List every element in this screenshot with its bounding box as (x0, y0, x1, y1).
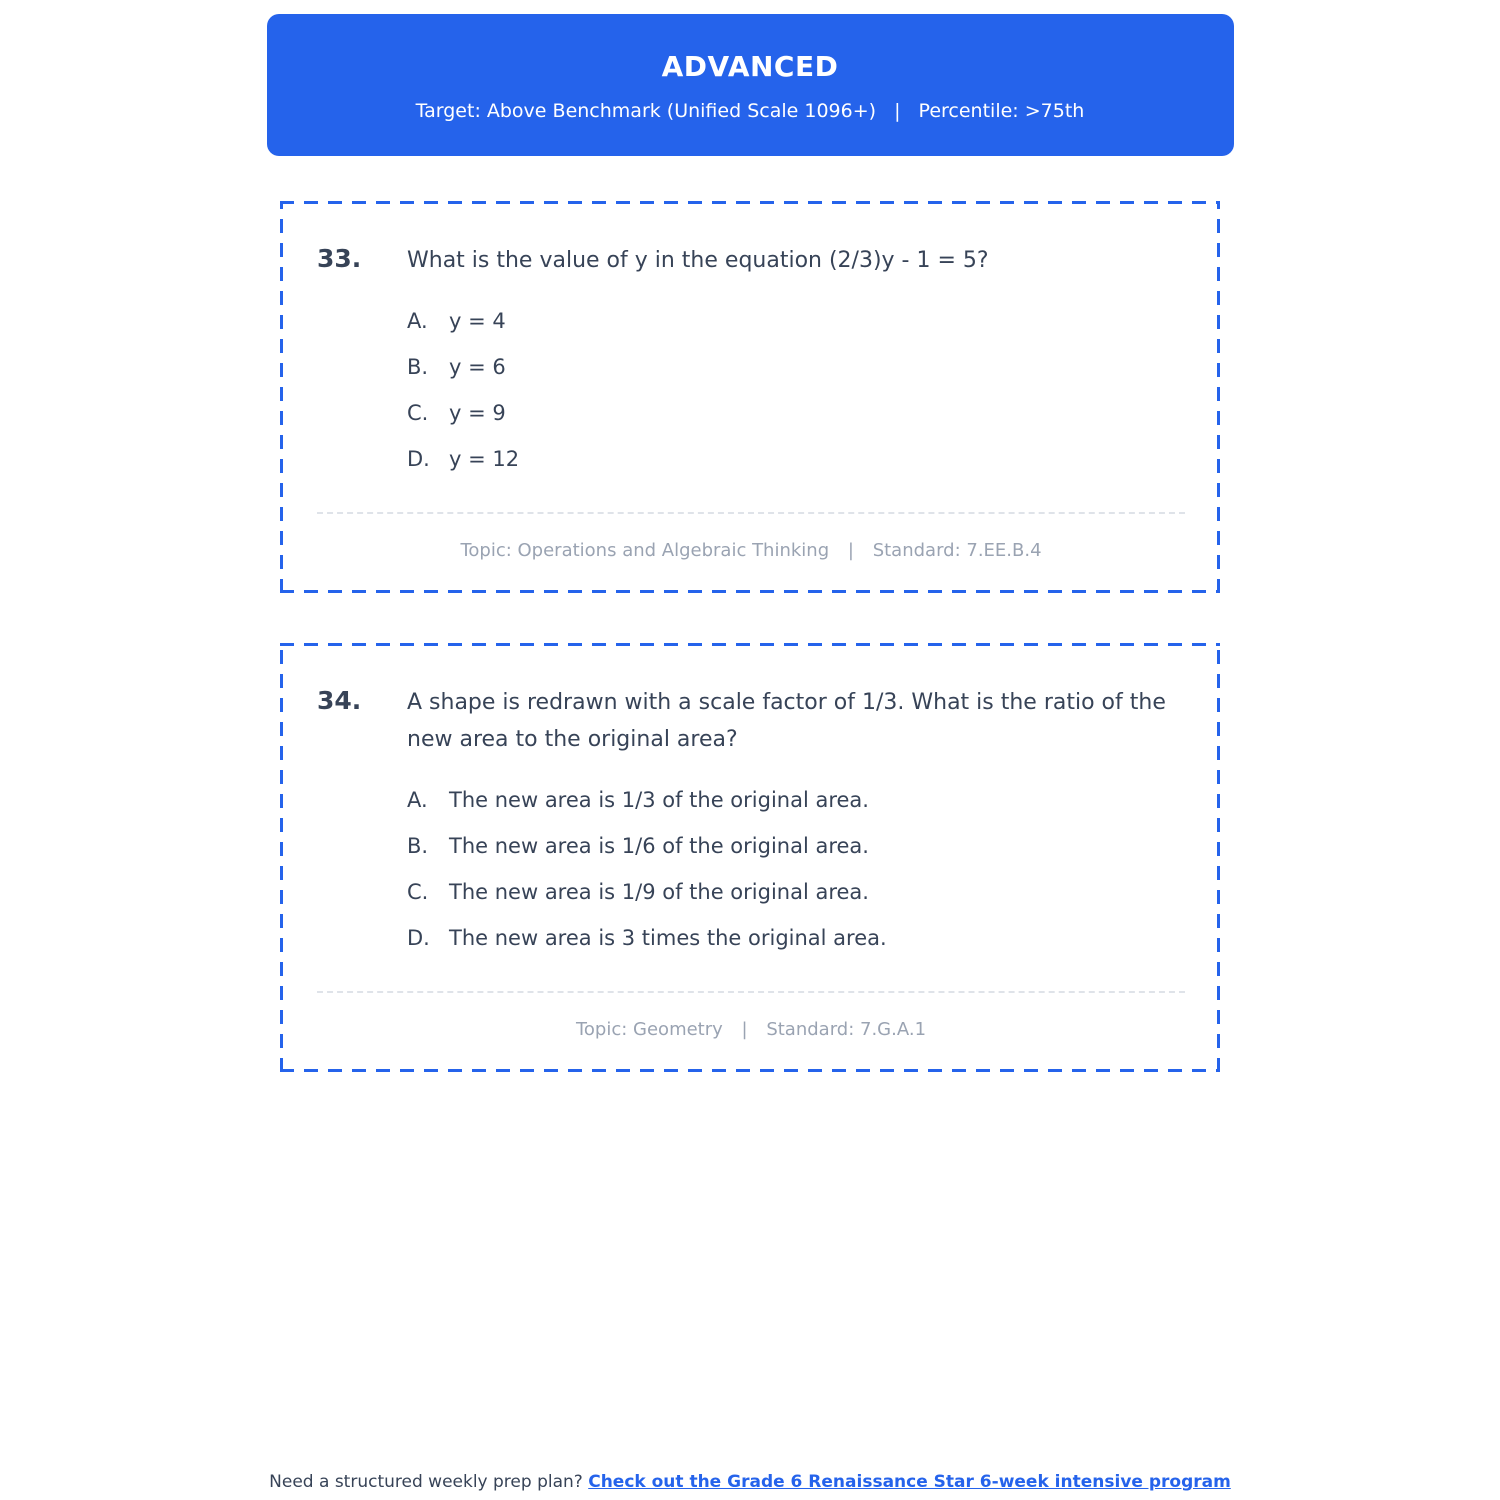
options-list (317, 311, 1185, 470)
answer-option-b (407, 357, 1185, 378)
level-title: ADVANCED (661, 50, 839, 83)
meta-topic: Topic: Operations and Algebraic Thinking (460, 540, 830, 562)
option-text: The new area is 1/3 of the original area. (449, 787, 869, 812)
option-letter: D. (407, 925, 430, 950)
meta-standard: Standard: 7.G.A.1 (766, 1018, 927, 1040)
option-letter: A. (407, 309, 428, 334)
meta-divider (317, 991, 1185, 993)
footer (0, 1472, 1500, 1492)
option-letter: C. (407, 401, 429, 426)
percentile-label: Percentile: >75th (918, 100, 1085, 122)
answer-option-b (407, 833, 1185, 858)
question-number: 33. (317, 244, 362, 273)
footer-prompt: Need a structured weekly prep plan? (269, 1472, 583, 1492)
option-letter: D. (407, 447, 430, 472)
meta-separator: | (741, 1018, 748, 1040)
target-benchmark-label: Target: Above Benchmark (Unified Scale 1096+) (415, 100, 877, 122)
answer-option-c (407, 879, 1185, 904)
meta-separator: | (847, 540, 854, 562)
option-text: The new area is 1/9 of the original area. (449, 879, 869, 904)
option-text: y = 12 (449, 447, 520, 472)
option-text: y = 9 (449, 401, 506, 426)
question-meta (317, 540, 1185, 561)
question-row (317, 241, 1185, 279)
answer-option-d (407, 449, 1185, 470)
option-text: y = 6 (449, 355, 506, 380)
option-text: The new area is 3 times the original area. (449, 925, 887, 950)
option-letter: B. (407, 355, 429, 380)
option-text: y = 4 (449, 309, 506, 334)
subtitle-separator: | (894, 100, 901, 122)
option-letter: B. (407, 833, 429, 858)
question-meta (317, 1019, 1185, 1040)
options-list (317, 787, 1185, 950)
answer-option-a (407, 311, 1185, 332)
option-letter: C. (407, 879, 429, 904)
question-card-33 (280, 201, 1220, 593)
meta-divider (317, 512, 1185, 514)
program-link[interactable]: Check out the Grade 6 Renaissance Star 6-week intensive program (588, 1472, 1231, 1492)
option-letter: A. (407, 787, 428, 812)
level-banner (267, 14, 1234, 156)
meta-topic: Topic: Geometry (575, 1018, 723, 1040)
option-text: The new area is 1/6 of the original area. (449, 833, 869, 858)
question-card-34 (280, 643, 1220, 1072)
question-text: A shape is redrawn with a scale factor of 1/3. What is the ratio of the new area to the original area? (407, 690, 1166, 752)
question-text: What is the value of y in the equation (2/3)y - 1 = 5? (407, 248, 989, 273)
question-number: 34. (317, 686, 362, 716)
answer-option-a (407, 787, 1185, 812)
level-subtitle (287, 100, 1214, 122)
meta-standard: Standard: 7.EE.B.4 (872, 540, 1042, 562)
page (0, 14, 1500, 1492)
answer-option-d (407, 925, 1185, 950)
answer-option-c (407, 403, 1185, 424)
question-row (317, 683, 1185, 758)
